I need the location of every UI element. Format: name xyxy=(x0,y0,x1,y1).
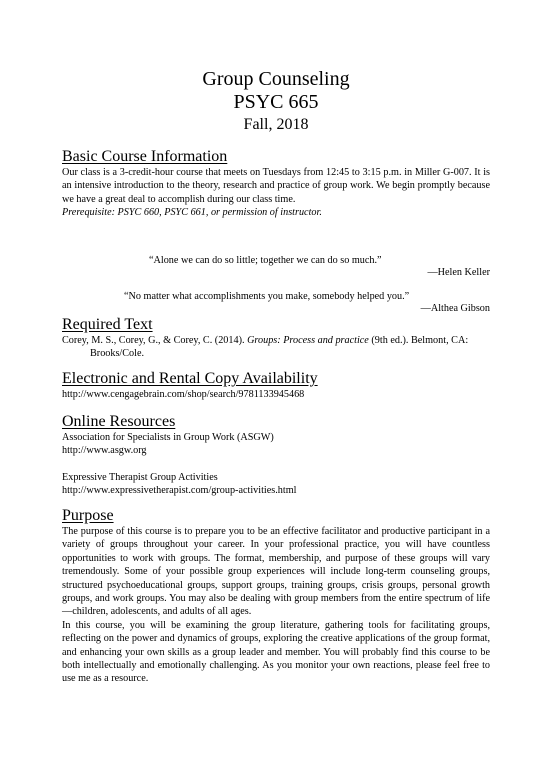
reference-title: Groups: Process and practice xyxy=(247,335,369,346)
electronic-heading: Electronic and Rental Copy Availability xyxy=(62,370,318,387)
course-title: Group Counseling xyxy=(202,68,350,90)
title-block xyxy=(62,68,490,135)
course-number: PSYC 665 xyxy=(233,91,319,113)
purpose-heading: Purpose xyxy=(62,507,114,524)
expressive-therapist-url[interactable]: http://www.expressivetherapist.com/group-activities.html xyxy=(62,485,297,497)
purpose-paragraph-1: The purpose of this course is to prepare you to be an effective facilitator and productive participant in a variety of groups throughout your career. In your professional practice, you will have countless opportunities to work with groups. The format, membership, and purpose of these groups will vary tremendously. Some of your possible group experiences will include long-term counseling groups, structured psychoeducational groups, support groups, training groups, crisis groups, personal growth groups, and work groups. You may also be dealing with group members from the entire spectrum of life—children, adolescents, and adults of all ages. xyxy=(62,526,490,618)
textbook-reference xyxy=(62,334,490,361)
quote-keller-author: —Helen Keller xyxy=(427,267,490,278)
basic-info-section xyxy=(62,148,490,220)
basic-info-body: Our class is a 3-credit-hour course that meets on Tuesdays from 12:45 to 3:15 p.m. in Miller G-007. It is an intensive introduction to the theory, research and practice of group work. We begin promptly because we have a great deal to accomplish during our class time. xyxy=(62,167,490,205)
online-resources-heading: Online Resources xyxy=(62,413,176,430)
required-text-section xyxy=(62,316,490,361)
quote-keller: “Alone we can do so little; together we can do so much.” xyxy=(149,255,382,266)
cengage-url[interactable]: http://www.cengagebrain.com/shop/search/9781133945468 xyxy=(62,389,305,400)
purpose-paragraph-2: In this course, you will be examining the group literature, gathering tools for facilitating groups, reflecting on the power and dynamics of groups, exploring the creative applications of the group format, and enhancing your own skills as a group leader and member. You will probably find this course to be both intellectually and emotionally challenging. As you monitor your own reactions, please feel free to use me as a resource. xyxy=(62,619,490,685)
basic-info-heading: Basic Course Information xyxy=(62,148,228,165)
prerequisite-text: Prerequisite: PSYC 660, PSYC 661, or permission of instructor. xyxy=(62,207,322,219)
electronic-section xyxy=(62,370,490,401)
asgw-url[interactable]: http://www.asgw.org xyxy=(62,445,147,457)
reference-authors: Corey, M. S., Corey, G., & Corey, C. (2014). xyxy=(62,335,248,346)
semester: Fall, 2018 xyxy=(243,116,309,133)
quote-gibson: “No matter what accomplishments you make, somebody helped you.” xyxy=(124,291,410,302)
online-resources-section xyxy=(62,413,490,498)
expressive-therapist-name: Expressive Therapist Group Activities xyxy=(62,471,218,483)
purpose-section xyxy=(62,507,490,686)
asgw-name: Association for Specialists in Group Work (ASGW) xyxy=(62,432,274,443)
required-text-heading: Required Text xyxy=(62,316,153,333)
reference-publication: (9th ed.). Belmont, CA: Brooks/Cole. xyxy=(90,335,469,360)
quote-gibson-author: —Althea Gibson xyxy=(420,303,490,314)
